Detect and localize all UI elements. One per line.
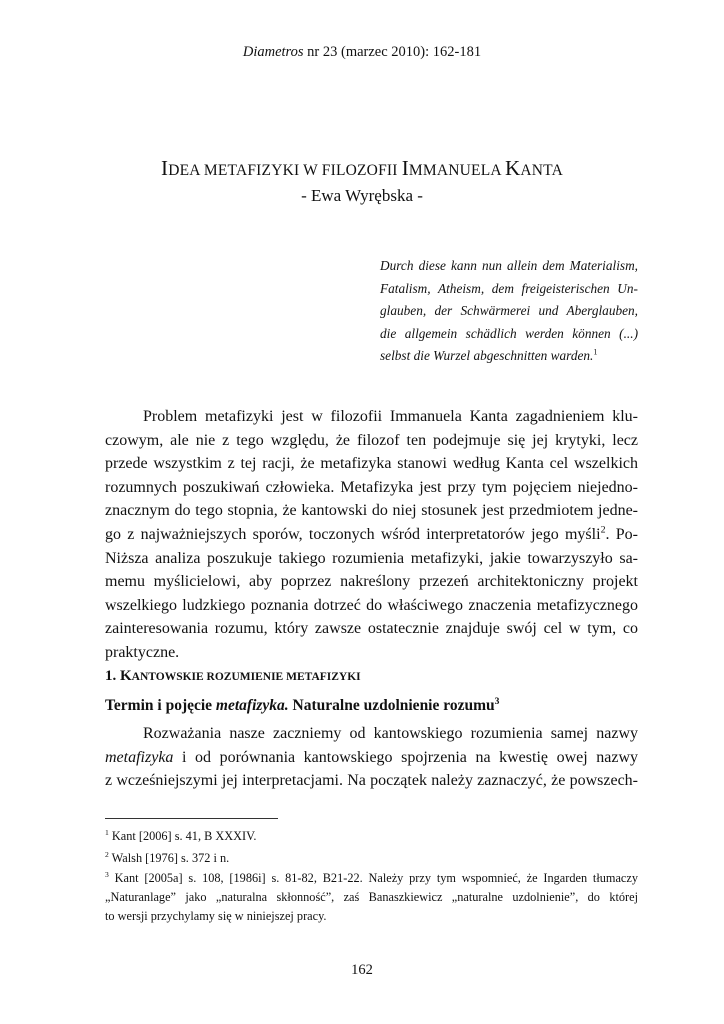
epigraph-line: die allgemein schädlich werden können (...) <box>380 325 638 341</box>
title-part: ANTA <box>520 162 563 179</box>
epigraph-line: Fatalism, Atheism, dem freigeisterischen Un- <box>380 280 638 296</box>
section-heading <box>105 668 361 685</box>
footnote-line <box>105 827 638 846</box>
epigraph-line <box>380 345 638 368</box>
text-segment: ższa analiza poszukuje takiego rozumienia metafizyki, jakie towarzyszyło sa- <box>121 549 638 567</box>
title-part: I <box>401 156 409 180</box>
text-line: memu myślicielowi, aby poprzez nakreślony przezeń architektoniczny projekt <box>105 573 638 591</box>
running-header <box>0 44 724 61</box>
footnote-text: Kant [2006] s. 41, B XXXIV. <box>108 829 257 843</box>
text-segment: go z najważniejszych sporów, toczonych wśród interpretatorów jego myśli <box>105 525 601 543</box>
section-number: 1. <box>105 668 120 684</box>
text-segment: . Po- <box>605 525 638 543</box>
author-name: - Ewa Wyrębska - <box>301 186 423 205</box>
text-line: czowym, ale nie z tego względu, że filozof ten podejmuje się jej krytyki, lecz <box>105 431 638 449</box>
text-line: zainteresowania rozumu, który zawsze ostatecznie znajduje swój cel w tym, co <box>105 620 638 638</box>
issue-info: nr 23 (marzec 2010): 162-181 <box>307 44 482 60</box>
footnote <box>105 827 638 846</box>
text-line: znacznym do tego stopnia, że kantowski do niej stosunek jest przedmiotem jedne- <box>105 502 638 520</box>
footnote-ref: 3 <box>494 695 500 707</box>
footnote-line: to wersji przychylamy się w niniejszej pracy. <box>105 909 327 923</box>
section-title-part: K <box>120 668 132 684</box>
footnote-number: 3 <box>105 869 109 879</box>
footnote-text: Kant [2005a] s. 108, [1986i] s. 81-82, B21-22. Należy przy tym wspomnieć, że Ingarden tłumaczy <box>108 871 638 885</box>
epigraph-line: Durch diese kann nun allein dem Materialism, <box>380 258 638 273</box>
text-segment: i od porównania kantowskiego spojrzenia na kwestię owej nazwy <box>173 748 638 766</box>
text-segment: metafizyka <box>105 748 174 766</box>
subsection-heading <box>105 697 499 715</box>
text-line: praktyczne. <box>105 643 180 661</box>
section-title-part: ANTOWSKIE ROZUMIENIE METAFIZYKI <box>131 671 361 683</box>
paragraph-terms <box>105 722 638 793</box>
footnote-text: Walsh [1976] s. 372 i n. <box>108 851 230 865</box>
article-title <box>0 156 724 181</box>
title-part: K <box>505 156 521 180</box>
text-line <box>105 523 638 547</box>
title-part: MMANUELA <box>408 162 506 179</box>
subheading-part: metafizyka. <box>215 697 289 714</box>
epigraph-text: selbst die Wurzel abgeschnitten warden. <box>380 348 594 363</box>
subheading-part: Naturalne uzdolnienie rozumu <box>288 697 495 714</box>
title-part: I <box>161 156 169 180</box>
footnote-line: „Naturanlage” jako „naturalna skłonność”, zaś Banaszkiewicz „naturalne uzdolnienie”, do której <box>105 890 638 904</box>
title-part: DEA METAFIZYKI W FILOZOFII <box>168 162 402 179</box>
subheading-part: Termin i pojęcie <box>105 697 216 714</box>
footnote-line <box>105 869 638 888</box>
footnote-ref: 1 <box>593 347 598 357</box>
footnote <box>105 869 638 926</box>
paragraph-intro <box>105 405 638 665</box>
journal-name: Diametros <box>242 44 304 60</box>
text-line <box>105 746 638 770</box>
text-line: Rozważania nasze zaczniemy od kantowskiego rozumienia samej nazwy <box>143 725 638 742</box>
epigraph-line: glauben, der Schwärmerei und Aberglauben, <box>380 303 638 318</box>
epigraph <box>380 255 638 368</box>
footnote-number: 1 <box>105 827 109 837</box>
text-line: Problem metafizyki jest w filozofii Immanuela Kanta zagadnieniem klu- <box>143 408 638 425</box>
text-segment: Ni <box>105 549 121 567</box>
footnote <box>105 849 638 868</box>
footnote-ref: 2 <box>600 524 606 536</box>
footnote-divider <box>105 818 278 819</box>
text-line <box>105 547 638 571</box>
text-line: rozumnych poszukiwań człowieka. Metafizyka jest przy tym pojęciem niejedno- <box>105 478 638 496</box>
text-line: wszelkiego ludzkiego poznania dotrzeć do właściwego znaczenia metafizycznego <box>105 596 638 614</box>
footnote-line <box>105 849 638 868</box>
text-line: przede wszystkim z tej racji, że metafizyka stanowi według Kanta cel wszelkich <box>105 455 638 473</box>
page-number: 162 <box>351 962 373 978</box>
footnote-number: 2 <box>105 849 109 859</box>
text-line: z wcześniejszymi jej interpretacjami. Na początek należy zaznaczyć, że powszech- <box>105 772 638 790</box>
